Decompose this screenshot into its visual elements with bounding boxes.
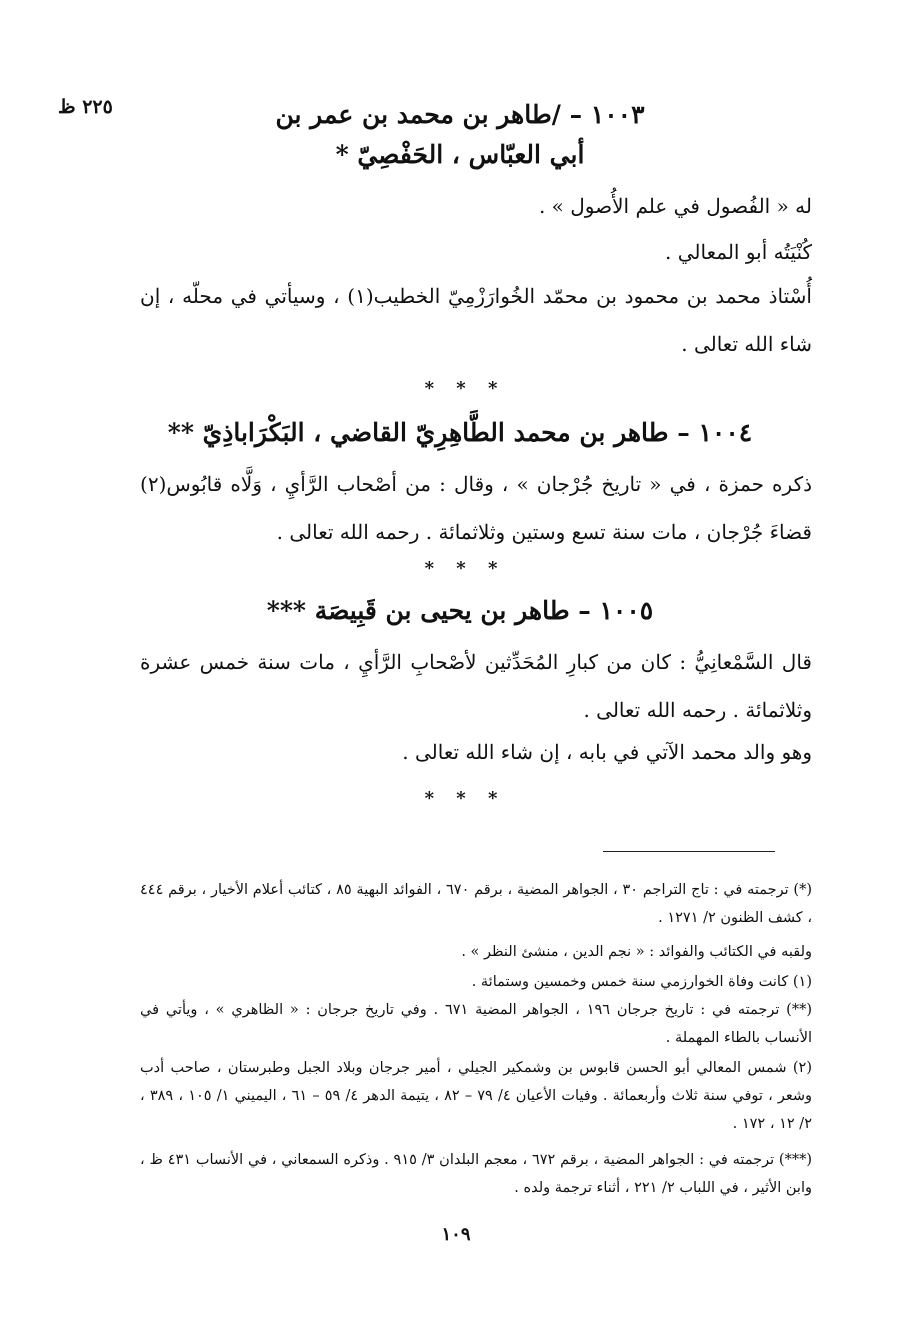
- entry-1003-subheading: أبي العبّاس ، الحَفْصِيّ *: [335, 140, 585, 169]
- entry-1005-paragraph: وهو والد محمد الآتي في بابه ، إن شاء الله تعالى .: [402, 740, 812, 764]
- footnote: (٢) شمس المعالي أبو الحسن قابوس بن وشمكير الجيلي ، أمير جرجان وبلاد الجبل وطبرستان ، صاحب أدب وشعر ، توفي سنة ثلاث وأربعمائة . وفيات الأعيان ٤/ ٧٩ – ٨٢ ، يتيمة الدهر ٤/ ٥٩ – ٦١ ، اليميني ١/ ١٠٥ ، ٣٨٩ ، ٢/ ١٢ ، ١٧٢ .: [140, 1060, 813, 1132]
- footnote: (***) ترجمته في : الجواهر المضية ، برقم ٦٧٢ ، معجم البلدان ٣/ ٩١٥ . وذكره السمعاني ، في الأنساب ٤٣١ ظ ، وابن الأثير ، في اللباب ٢/ ٢٢١ ، أثناء ترجمة ولده .: [140, 1152, 812, 1196]
- section-separator: * * *: [424, 558, 506, 579]
- entry-1003-paragraph: له « الفُصول في علم الأُصول » .: [538, 194, 812, 218]
- entry-1003-paragraph: أُسْتاذ محمد بن محمود بن محمّد الخُوارَزْمِيّ الخطيب(١) ، وسيأتي في محلّه ، إن شاء الله تعالى .: [140, 284, 812, 356]
- entry-1003-paragraph: كُنْيَتُه أبو المعالي .: [665, 240, 812, 264]
- margin-folio-note: ٢٢٥ ظ: [58, 96, 113, 118]
- footnote: (**) ترجمته في : تاريخ جرجان ١٩٦ ، الجواهر المضية ٦٧١ . وفي تاريخ جرجان : « الظاهري » ، ويأتي في الأنساب بالطاء المهملة .: [140, 1002, 812, 1046]
- footnote: ولقبه في الكتائب والفوائد : « نجم الدين ، منشئ النظر » .: [461, 944, 812, 960]
- entry-1004-heading: ١٠٠٤ – طاهر بن محمد الطَّاهِرِيّ القاضي ، البَكْرَاباذِيّ **: [167, 418, 753, 447]
- footnote: (*) ترجمته في : تاج التراجم ٣٠ ، الجواهر المضية ، برقم ٦٧٠ ، الفوائد البهية ٨٥ ، كتائب أعلام الأخيار ، برقم ٤٤٤ ، كشف الظنون ٢/ ١٢٧١ .: [140, 882, 812, 926]
- entry-1004-paragraph: ذكره حمزة ، في « تاريخ جُرْجان » ، وقال : من أصْحاب الرَّأيِ ، وَلَّاه قابُوس(٢) قضاءَ جُرْجان ، مات سنة تسع وستين وثلاثمائة . رحمه الله تعالى .: [140, 472, 812, 544]
- entry-1005-heading: ١٠٠٥ – طاهر بن يحيى بن قَبِيصَة ***: [266, 596, 654, 625]
- section-separator: * * *: [424, 788, 506, 809]
- page-number: ١٠٩: [441, 1224, 471, 1245]
- entry-1003-heading: ١٠٠٣ – /طاهر بن محمد بن عمر بن: [275, 100, 645, 129]
- footnote-divider: [603, 851, 775, 852]
- entry-1005-paragraph: قال السَّمْعانِيُّ : كان من كبارِ المُحَدِّثين لأصْحابِ الرَّأيِ ، مات سنة خمس عشرة وثلاثمائة . رحمه الله تعالى .: [140, 650, 812, 722]
- section-separator: * * *: [424, 378, 506, 399]
- footnote: (١) كانت وفاة الخوارزمي سنة خمس وخمسين وستمائة .: [471, 974, 812, 990]
